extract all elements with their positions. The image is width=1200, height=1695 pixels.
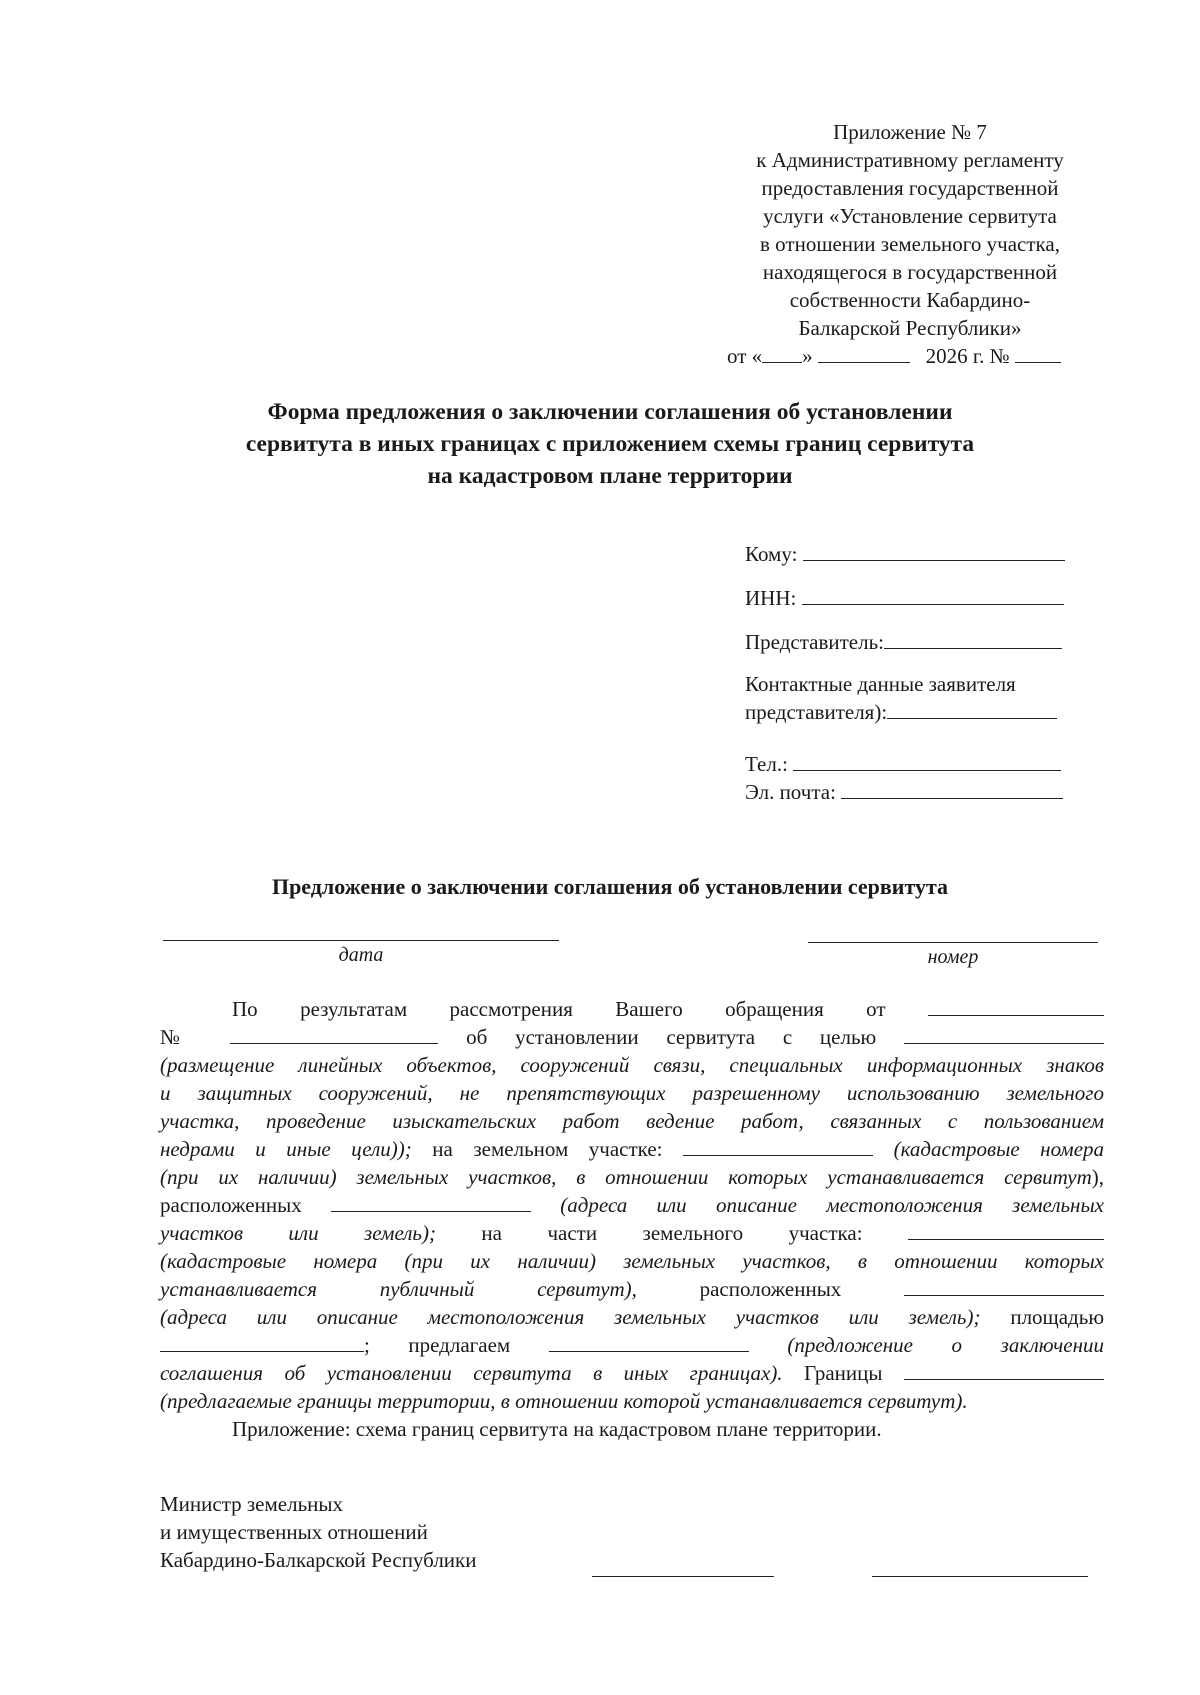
body-text: устанавливается публичный сервитут), xyxy=(160,1277,637,1301)
form-title-line: на кадастровом плане территории xyxy=(427,463,793,489)
body-text: на земельном участке: xyxy=(432,1137,663,1161)
phone-label: Тел.: xyxy=(745,752,788,776)
signatory-line: Кабардино-Балкарской Республики xyxy=(160,1548,477,1572)
body-line: и защитных сооружений, не препятствующих разрешенному использованию земельного xyxy=(160,1081,1104,1105)
body-text: на части земельного участка: xyxy=(481,1221,863,1245)
area-field[interactable] xyxy=(160,1350,364,1352)
body-text: площадью xyxy=(1010,1305,1105,1329)
body-text: ; предлагаем xyxy=(364,1333,511,1357)
body-text: расположенных xyxy=(699,1277,842,1301)
doc-number-blank[interactable] xyxy=(1015,361,1061,363)
name-field[interactable] xyxy=(872,1576,1088,1577)
annex-line: находящегося в государственной xyxy=(762,260,1058,284)
date-field[interactable] xyxy=(163,940,559,941)
annex-date-line xyxy=(727,342,1061,370)
annex-number: Приложение № 7 xyxy=(833,120,987,144)
location-field-2[interactable] xyxy=(904,1294,1104,1296)
body-line xyxy=(160,1303,1104,1331)
to-field[interactable] xyxy=(803,559,1065,561)
signatory-block xyxy=(160,1490,476,1574)
email-row xyxy=(745,778,1063,806)
body-text: участков или земель); xyxy=(160,1221,436,1245)
body-text: об установлении сервитута с целью xyxy=(466,1025,877,1049)
form-title xyxy=(150,396,1070,492)
purpose-field[interactable] xyxy=(904,1042,1104,1044)
contact-field[interactable] xyxy=(887,717,1057,719)
annex-line: в отношении земельного участка, xyxy=(760,232,1060,256)
annex-line: собственности Кабардино- xyxy=(789,288,1031,312)
body-line xyxy=(160,995,1104,1023)
phone-field[interactable] xyxy=(793,769,1061,771)
location-field[interactable] xyxy=(331,1210,531,1212)
attachment-line: Приложение: схема границ сервитута на кадастровом плане территории. xyxy=(232,1417,882,1441)
email-label: Эл. почта: xyxy=(745,780,836,804)
body-text: недрами и иные цели)); xyxy=(160,1137,412,1161)
representative-label: Представитель: xyxy=(745,630,885,654)
annex-line: Балкарской Республики» xyxy=(798,316,1022,340)
annex-line: услуги «Установление сервитута xyxy=(763,204,1057,228)
body-line: (кадастровые номера (при их наличии) земельных участков, в отношении которых xyxy=(160,1249,1104,1273)
form-title-line: Форма предложения о заключении соглашения об установлении xyxy=(267,399,953,425)
signatory-line: Министр земельных xyxy=(160,1492,344,1516)
representative-row xyxy=(745,628,1062,656)
body-line xyxy=(160,1023,1104,1051)
body-text: (кадастровые номера xyxy=(893,1137,1105,1161)
signature-field[interactable] xyxy=(592,1576,774,1577)
inn-row xyxy=(745,584,1064,612)
body-text: (адреса или описание местоположения земельных xyxy=(560,1193,1104,1217)
annex-line: предоставления государственной xyxy=(761,176,1059,200)
body-text: (адреса или описание местоположения земельных участков или земель); xyxy=(160,1305,981,1329)
annex-line: к Административному регламенту xyxy=(756,148,1064,172)
appeal-number-field[interactable] xyxy=(230,1042,438,1044)
signatory-line: и имущественных отношений xyxy=(160,1520,428,1544)
date-mid: » xyxy=(802,344,813,368)
body-line xyxy=(160,1135,1104,1163)
phone-row xyxy=(745,750,1061,778)
plot-part-field[interactable] xyxy=(908,1238,1104,1240)
number-field[interactable] xyxy=(808,942,1098,943)
date-year: 2026 г. № xyxy=(925,344,1010,368)
body-line xyxy=(160,1163,1104,1191)
contact-row xyxy=(745,698,1057,726)
day-blank[interactable] xyxy=(762,361,802,363)
body-line xyxy=(160,1219,1104,1247)
body-line: (размещение линейных объектов, сооружений связи, специальных информационных знаков xyxy=(160,1053,1104,1077)
contact-label-2: представителя): xyxy=(745,700,888,724)
contact-label-row xyxy=(745,670,1016,698)
form-title-line: сервитута в иных границах с приложением схемы границ сервитута xyxy=(245,431,975,457)
date-caption: дата xyxy=(338,944,384,966)
land-plot-field[interactable] xyxy=(683,1154,873,1156)
annex-header xyxy=(725,118,1095,342)
email-field[interactable] xyxy=(841,797,1063,799)
number-caption: номер xyxy=(927,946,979,968)
to-label: Кому: xyxy=(745,542,798,566)
body-text: расположенных xyxy=(160,1193,302,1217)
contact-label: Контактные данные заявителя xyxy=(745,672,1016,696)
month-blank[interactable] xyxy=(818,361,910,363)
body-line xyxy=(160,1359,1104,1387)
body-text: Границы xyxy=(804,1361,883,1385)
body-line xyxy=(160,1275,1104,1303)
body-text: По результатам рассмотрения Вашего обращения от xyxy=(232,997,886,1021)
representative-field[interactable] xyxy=(884,647,1062,649)
body-text: соглашения об установлении сервитута в иных границах). xyxy=(160,1361,783,1385)
boundaries-field[interactable] xyxy=(904,1378,1104,1380)
inn-label: ИНН: xyxy=(745,586,797,610)
body-line xyxy=(160,1191,1104,1219)
proposal-field[interactable] xyxy=(549,1350,749,1352)
body-line xyxy=(160,1331,1104,1359)
date-prefix: от « xyxy=(727,344,763,368)
body-text: (предложение о заключении xyxy=(787,1333,1105,1357)
body-line: (предлагаемые границы территории, в отношении которой устанавливается сервитут). xyxy=(160,1389,968,1413)
proposal-title: Предложение о заключении соглашения об установлении сервитута xyxy=(271,874,949,899)
appeal-date-field[interactable] xyxy=(928,1014,1104,1016)
body-text: ), xyxy=(1091,1165,1104,1189)
body-text: № xyxy=(160,1025,203,1049)
to-row xyxy=(745,540,1065,568)
body-line: участка, проведение изыскательских работ ведение работ, связанных с пользованием xyxy=(160,1109,1104,1133)
body-text: (при их наличии) земельных участков, в отношении которых устанавливается сервитут xyxy=(160,1165,1092,1189)
inn-field[interactable] xyxy=(802,603,1064,605)
